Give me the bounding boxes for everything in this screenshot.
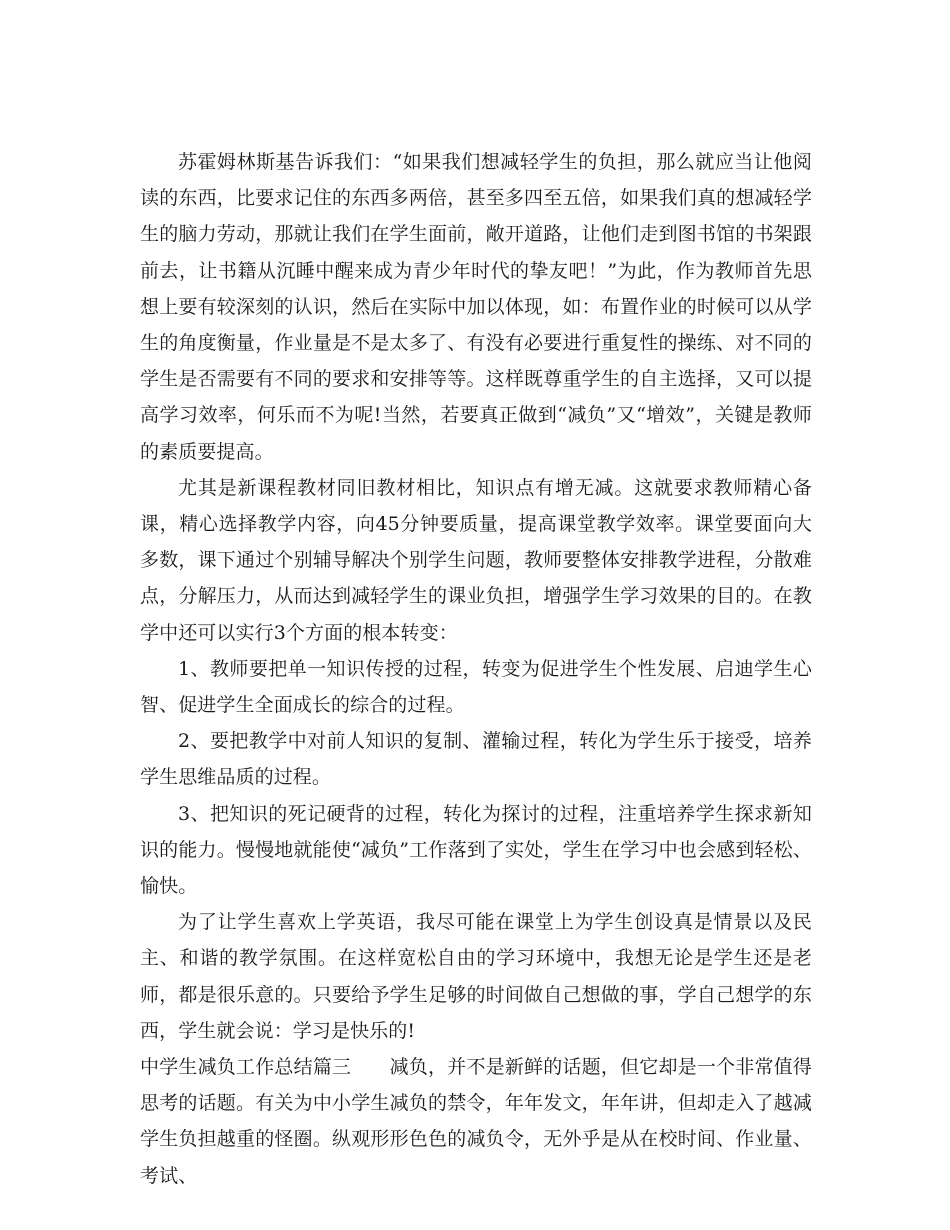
paragraph-point-2: 2、要把教学中对前人知识的复制、灌输过程，转化为学生乐于接受，培养学生思维品质的过程。	[140, 730, 812, 789]
section-heading: 中学生减负工作总结篇三	[140, 1056, 352, 1079]
paragraph-new-curriculum: 尤其是新课程教材同旧教材相比，知识点有增无减。这就要求教师精心备课，精心选择教学内容，向45分钟要质量，提高课堂教学效率。课堂要面向大多数，课下通过个别辅导解决个别学生问题，教师要整体安排教学进程，分散难点，分解压力，从而达到减轻学生的课业负担，增强学生学习效果的目的。在教学中还可以实行3个方面的根本转变：	[140, 476, 812, 644]
section-three-paragraph	[140, 1049, 812, 1194]
document-body	[140, 144, 812, 1194]
paragraph-quote-suhomlinsky: 苏霍姆林斯基告诉我们：“如果我们想减轻学生的负担，那么就应当让他阅读的东西，比要求记住的东西多两倍，甚至多四至五倍，如果我们真的想减轻学生的脑力劳动，那就让我们在学生面前，敞开道路，让他们走到图书馆的书架跟前去，让书籍从沉睡中醒来成为青少年时代的挚友吧！”为此，作为教师首先思想上要有较深刻的认识，然后在实际中加以体现，如：布置作业的时候可以从学生的角度衡量，作业量是不是太多了、有没有必要进行重复性的操练、对不同的学生是否需要有不同的要求和安排等等。这样既尊重学生的自主选择，又可以提高学习效率，何乐而不为呢!当然，若要真正做到“减负”又“增效”，关键是教师的素质要提高。	[140, 151, 812, 463]
section-gap	[351, 1056, 389, 1078]
paragraph-point-1: 1、教师要把单一知识传授的过程，转变为促进学生个性发展、启迪学生心智、促进学生全面成长的综合的过程。	[140, 657, 812, 717]
section-text: 减负，并不是新鲜的话题，但它却是一个非常值得思考的话题。有关为中小学生减负的禁令，年年发文，年年讲，但却走入了越减学生负担越重的怪圈。纵观形形色色的减负令，无外乎是从在校时间、作业量、考试、	[140, 1056, 812, 1187]
paragraph-english-learning: 为了让学生喜欢上学英语，我尽可能在课堂上为学生创设真是情景以及民主、和谐的教学氛围。在这样宽松自由的学习环境中，我想无论是学生还是老师，都是很乐意的。只要给予学生足够的时间做自己想做的事，学自己想学的东西，学生就会说：学习是快乐的!	[140, 911, 812, 1042]
paragraph-point-3: 3、把知识的死记硬背的过程，转化为探讨的过程，注重培养学生探求新知识的能力。慢慢地就能使“减负”工作落到了实处，学生在学习中也会感到轻松、愉快。	[140, 802, 812, 898]
